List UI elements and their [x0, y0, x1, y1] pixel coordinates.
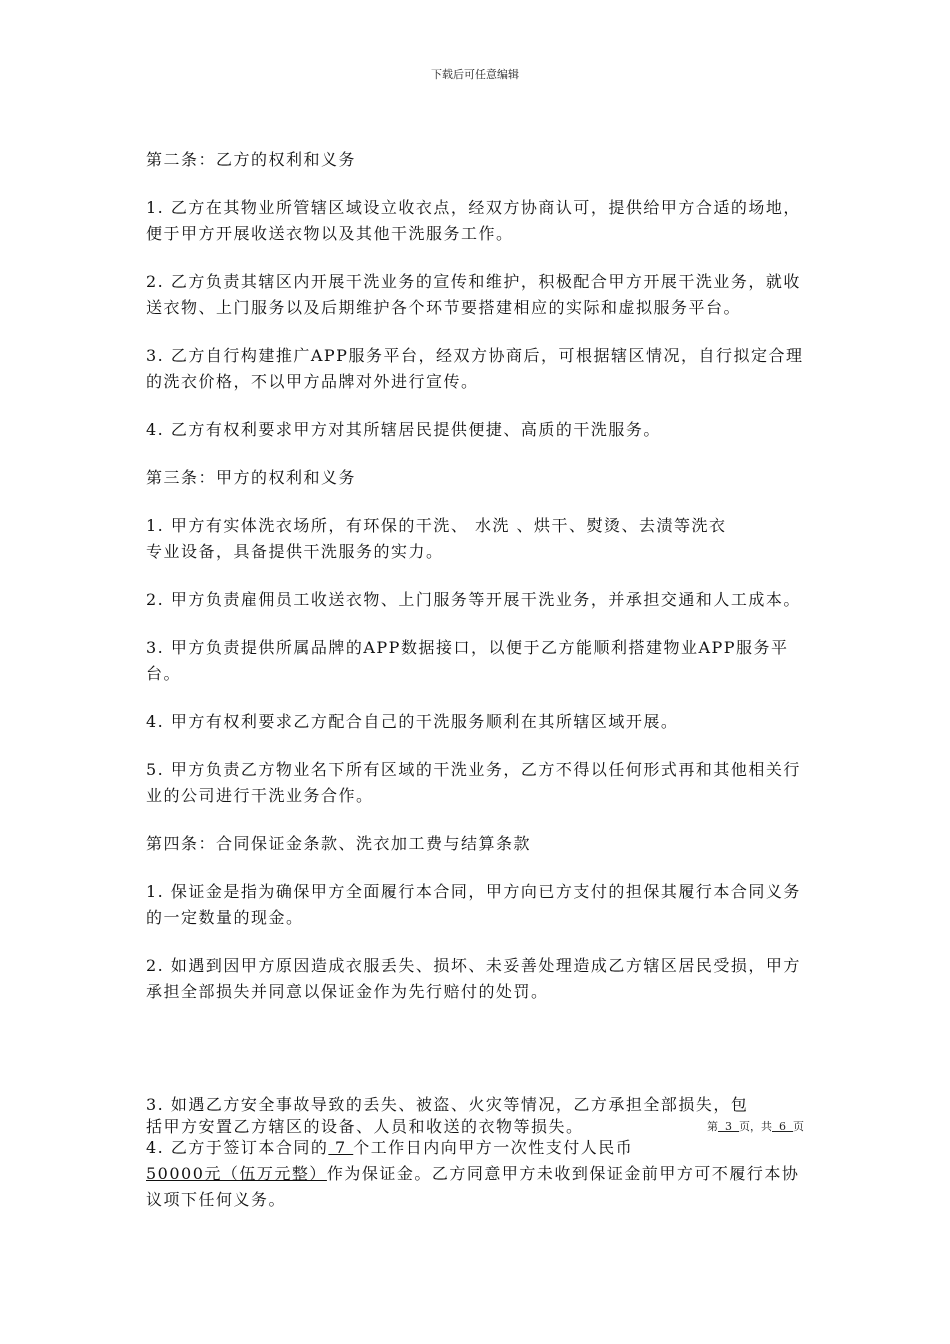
section-4-item-3-line-1: 3. 如遇乙方安全事故导致的丢失、被盗、火灾等情况，乙方承担全部损失，包 [146, 1095, 749, 1114]
page-header: 下载后可任意编辑 [431, 68, 519, 81]
section-3-item-1 [146, 513, 810, 565]
section-4-item-2: 2. 如遇到因甲方原因造成衣服丢失、损坏、未妥善处理造成乙方辖区居民受损，甲方承担全部损失并同意以保证金作为先行赔付的处罚。 [146, 956, 801, 1001]
section-3-item-3: 3. 甲方负责提供所属品牌的APP数据接口，以便于乙方能顺利搭建物业APP服务平台。 [146, 638, 789, 683]
item-4-amount: 50000元（伍万元整） [146, 1164, 327, 1183]
item-4-post: 作为保证金。乙方同意甲方未收到保证金前甲方可不履行本协议项下任何义务。 [146, 1164, 800, 1209]
section-3-title: 第三条：甲方的权利和义务 [146, 468, 357, 487]
section-4-item-3 [146, 1094, 810, 1138]
page-number-prefix: 第 [707, 1120, 718, 1133]
section-2-item-4: 4. 乙方有权利要求甲方对其所辖居民提供便捷、高质的干洗服务。 [146, 420, 661, 439]
item-4-days: 7 [328, 1138, 354, 1157]
section-4-item-3-line-2-text: 括甲方安置乙方辖区的设备、人员和收送的衣物等损失。 [146, 1117, 584, 1136]
section-3-item-4: 4. 甲方有权利要求乙方配合自己的干洗服务顺利在其所辖区域开展。 [146, 712, 679, 731]
section-3-item-5: 5. 甲方负责乙方物业名下所有区域的干洗业务，乙方不得以任何形式再和其他相关行业的公司进行干洗业务合作。 [146, 760, 801, 805]
page-total-value: 6 [779, 1120, 786, 1133]
section-2-title: 第二条：乙方的权利和义务 [146, 150, 357, 169]
section-2-item-2: 2. 乙方负责其辖区内开展干洗业务的宣传和维护，积极配合甲方开展干洗业务，就收送衣物、上门服务以及后期维护各个环节要搭建相应的实际和虚拟服务平台。 [146, 272, 801, 317]
section-2-item-3: 3. 乙方自行构建推广APP服务平台，经双方协商后，可根据辖区情况，自行拟定合理的洗衣价格，不以甲方品牌对外进行宣传。 [146, 346, 804, 391]
section-3-item-2: 2. 甲方负责雇佣员工收送衣物、上门服务等开展干洗业务，并承担交通和人工成本。 [146, 590, 801, 609]
section-4-title: 第四条：合同保证金条款、洗衣加工费与结算条款 [146, 834, 532, 853]
page-number-middle: 页，共 [739, 1120, 772, 1133]
section-2-item-1: 1. 乙方在其物业所管辖区域设立收衣点，经双方协商认可，提供给甲方合适的场地，便于甲方开展收送衣物以及其他干洗服务工作。 [146, 198, 801, 243]
item-4-pre: 4. 乙方于签订本合同的 [146, 1138, 329, 1157]
section-3-item-1-line-1: 1. 甲方有实体洗衣场所，有环保的干洗、 水洗 、烘干、熨烫、去渍等洗衣 [146, 516, 727, 535]
item-4-mid: 个工作日内向甲方一次性支付人民币 [353, 1138, 634, 1157]
section-4-item-1: 1. 保证金是指为确保甲方全面履行本合同，甲方向已方支付的担保其履行本合同义务的一定数量的现金。 [146, 882, 801, 927]
document-body [146, 147, 810, 1027]
page-number-suffix: 页 [793, 1120, 804, 1133]
page-current-value: 3 [725, 1120, 732, 1133]
section-4-item-4 [146, 1135, 810, 1213]
section-3-item-1-line-2: 专业设备，具备提供干洗服务的实力。 [146, 542, 444, 561]
page-number-total [772, 1120, 793, 1133]
page-number-current [718, 1120, 739, 1133]
